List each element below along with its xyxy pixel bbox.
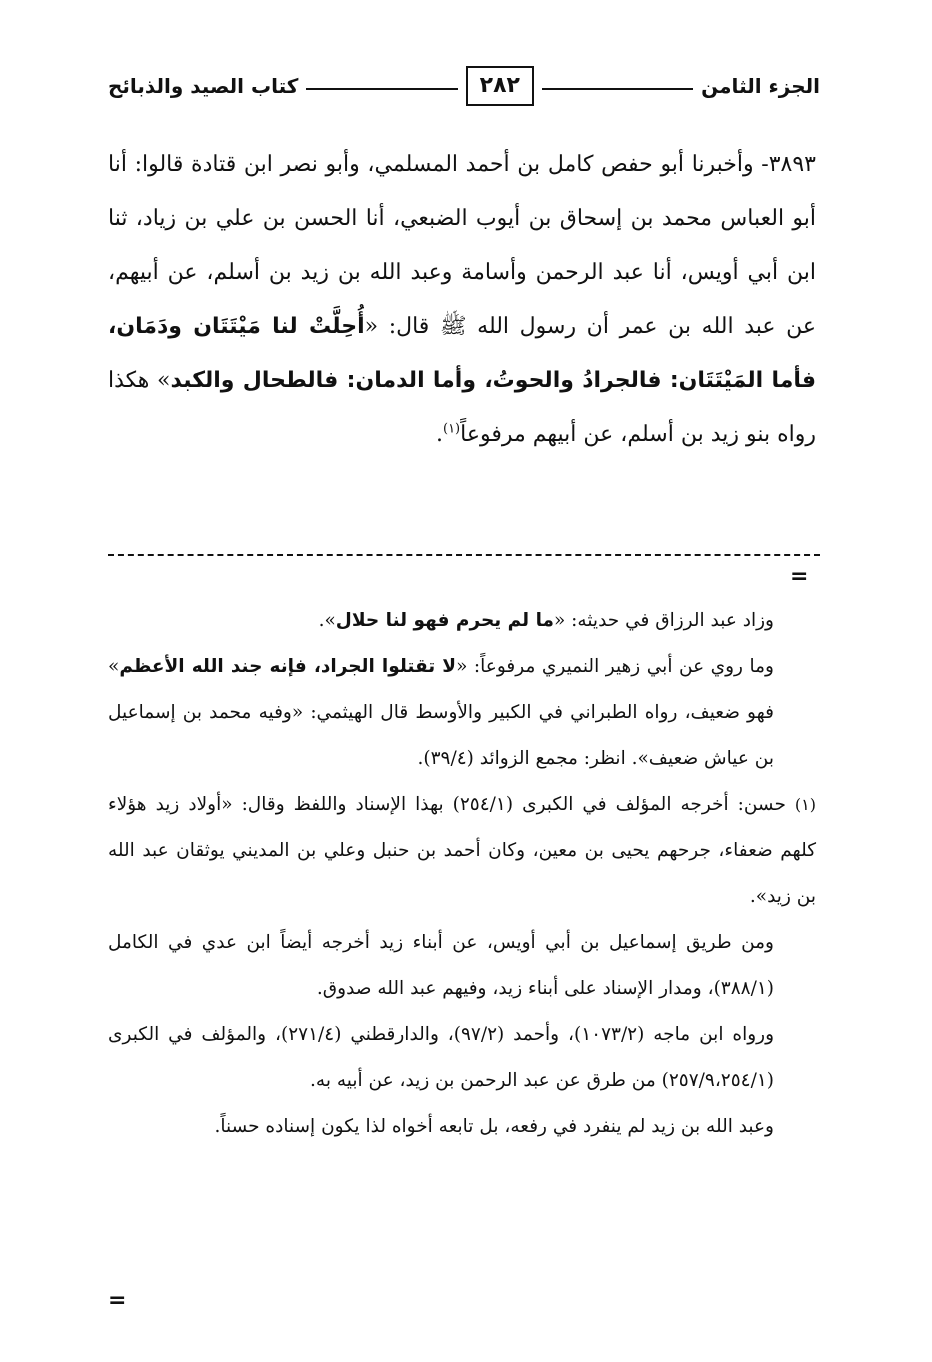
footnote-ref[interactable]: (١) (442, 421, 461, 437)
hadith-paragraph (108, 138, 816, 462)
footnote-hadith: لا تقتلوا الجراد، فإنه جند الله الأعظم (119, 656, 457, 677)
footnote-hadith: ما لم يحرم فهو لنا حلال (335, 610, 554, 631)
footnote-continued-1 (108, 598, 816, 644)
footnote-number: (١) (794, 795, 816, 814)
footnote-continued-2 (108, 644, 816, 782)
hadith-remark: » هكذا رواه بنو زيد بن أسلم، عن أبيهم مرفوعاً (108, 368, 816, 447)
footnote-separator (108, 554, 820, 556)
isnad-text: ٣٨٩٣- وأخبرنا أبو حفص كامل بن أحمد المسلمي، وأبو نصر ابن قتادة قالوا: أنا أبو العباس محمد بن إسحاق بن أيوب الضبعي، أنا الحسن بن علي بن زياد، ثنا ابن أبي أويس، أنا عبد الرحمن وأسامة وعبد الله بن زيد بن أسلم، عن أبيهم، عن عبد الله بن عمر أن رسول الله ﷺ قال: « (108, 152, 816, 339)
footnote-text: وما روي عن أبي زهير النميري مرفوعاً: « (456, 656, 774, 677)
paragraph-end: . (435, 422, 443, 447)
footnote-1-para-4: وعبد الله بن زيد لم ينفرد في رفعه، بل تابعه أخواه لذا يكون إسناده حسناً. (214, 1116, 774, 1137)
header-rule-right (542, 88, 693, 90)
hadith-text: أُحِلَّتْ لنا مَيْتَتَان ودَمَان، فأما المَيْتَتَان: فالجرادُ والحوتُ، وأما الدمان: فالطحال والكبد (108, 314, 816, 393)
main-text (108, 138, 816, 462)
volume-title: الجزء الثامن (701, 74, 820, 98)
page-number: ٢٨٢ (466, 66, 534, 106)
footnote-1 (108, 782, 816, 920)
header-rule-left (306, 88, 457, 90)
book-title: كتاب الصيد والذبائح (107, 74, 299, 98)
running-header (108, 62, 820, 110)
footnotes (108, 598, 816, 1150)
footnote-1-para-3: ورواه ابن ماجه (١٠٧٣/٢)، وأحمد (٩٧/٢)، والدارقطني (٢٧١/٤)، والمؤلف في الكبرى (٢٥٧/٩،٢٥٤/١) من طرق عن عبد الرحمن بن زيد، عن أبيه به. (108, 1024, 775, 1091)
footnote-1-para-2: ومن طريق إسماعيل بن أبي أويس، عن أبناء زيد أخرجه أيضاً ابن عدي في الكامل (٣٨٨/١)، ومدار الإسناد على أبناء زيد، وفيهم عبد الله صدوق. (108, 932, 774, 999)
continuation-mark-top: = (790, 564, 809, 589)
footnote-text: ». (318, 610, 336, 631)
footnote-text: » فهو ضعيف، رواه الطبراني في الكبير والأوسط قال الهيثمي: «وفيه محمد بن إسماعيل بن عياش ضعيف». انظر: مجمع الزوائد (٣٩/٤). (108, 656, 774, 769)
footnote-text: وزاد عبد الرزاق في حديثه: « (553, 610, 774, 631)
continuation-mark-bottom: = (108, 1288, 127, 1313)
footnote-text: حسن: أخرجه المؤلف في الكبرى (٢٥٤/١) بهذا الإسناد واللفظ وقال: «أولاد زيد هؤلاء كلهم ضعفاء، جرحهم يحيى بن معين، وكان أحمد بن حنبل وعلي بن المديني يوثقان عبد الله بن زيد». (108, 794, 816, 907)
